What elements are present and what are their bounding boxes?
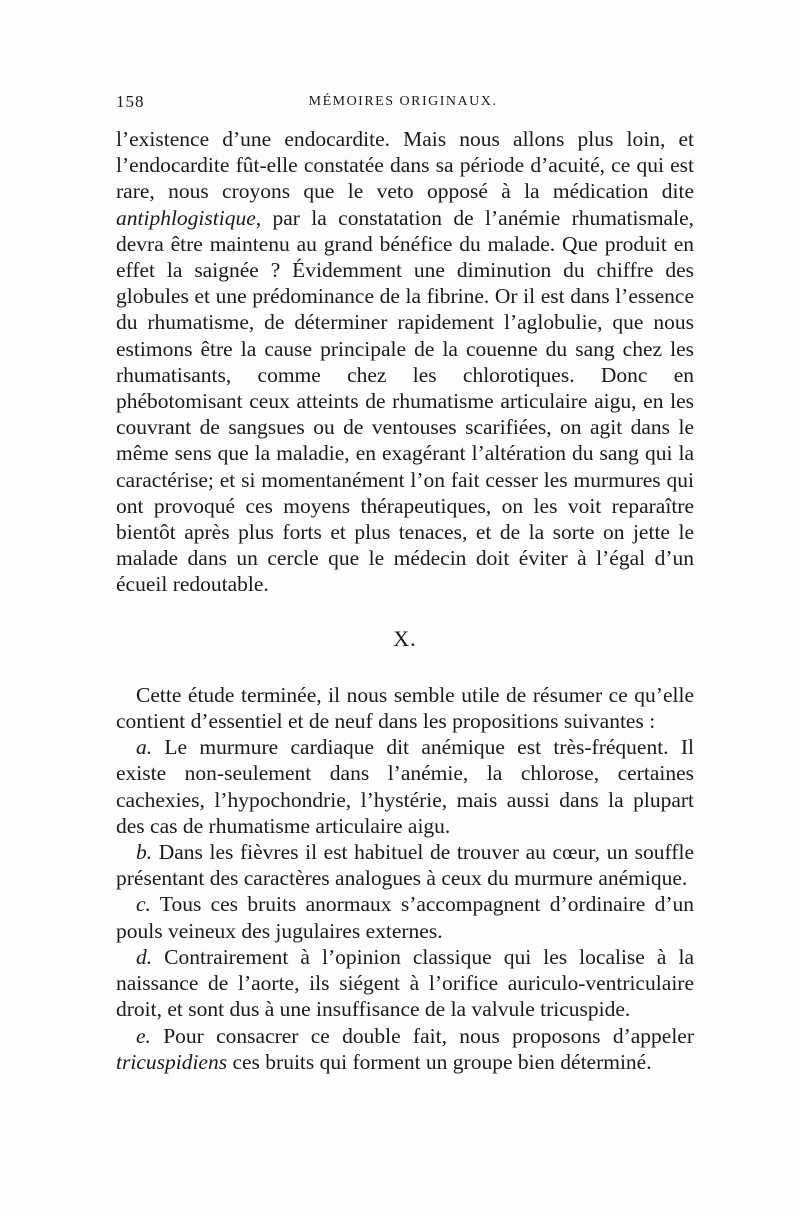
proposition-text: Tous ces bruits anormaux s’accompagnent d’ordinaire d’un pouls veineux des jugulaires externes. <box>116 892 694 943</box>
proposition-text: Dans les fièvres il est habituel de trouver au cœur, un souffle présentant des caractères analogues à ceux du murmure anémique. <box>116 840 694 891</box>
intro-paragraph: Cette étude terminée, il nous semble utile de résumer ce qu’elle contient d’essentiel et de neuf dans les propositions suivantes : <box>116 682 694 734</box>
proposition-letter: c. <box>136 892 151 917</box>
running-head <box>116 92 690 116</box>
proposition-c <box>116 891 694 943</box>
proposition-a <box>116 734 694 839</box>
proposition-d <box>116 944 694 1023</box>
proposition-letter: a. <box>136 735 153 760</box>
proposition-text: Contrairement à l’opinion classique qui les localise à la naissance de l’aorte, ils siégent à l’orifice auriculo-ventriculaire droit, et sont dus à une insuffisance de la valvule tricuspide. <box>116 944 694 1022</box>
proposition-e <box>116 1023 694 1075</box>
proposition-letter: e. <box>136 1023 151 1048</box>
proposition-text: Le murmure cardiaque dit anémique est très-fréquent. Il existe non-seulement dans l’anémie, la chlorose, certaines cachexies, l’hypochondrie, l’hystérie, mais aussi dans la plupart des cas de rhumatisme articulaire aigu. <box>116 735 694 838</box>
section-heading: X. <box>393 625 417 651</box>
opening-paragraph <box>116 126 694 598</box>
proposition-text-after: ces bruits qui forment un groupe bien déterminé. <box>227 1049 652 1074</box>
text-block <box>116 126 694 1075</box>
proposition-italic-term: tricuspidiens <box>116 1049 228 1074</box>
page-number: 158 <box>116 92 145 111</box>
journal-title: MÉMOIRES ORIGINAUX. <box>308 94 498 109</box>
proposition-letter: d. <box>136 944 153 969</box>
opening-paragraph-part2: , par la constatation de l’anémie rhumatismale, devra être maintenu au grand bénéfice du malade. Que produit en effet la saignée ? Évidemment une diminution du chiffre des globules et une prédominance de la fibrine. Or il est dans l’essence du rhumatisme, de déterminer rapidement l’aglobulie, que nous estimons être la cause principale de la couenne du sang chez les rhumatisants, comme chez les chlorotiques. Donc en phébotomisant ceux atteints de rhumatisme articulaire aigu, en les couvrant de sangsues ou de ventouses scarifiées, on agit dans le même sens que la maladie, en exagérant l’altération du sang qui la caractérise; et si momentanément l’on fait cesser les murmures qui ont provoqué ces moyens thérapeutiques, on les voit reparaître bientôt après plus forts et plus tenaces, et de la sorte on jette le malade dans un cercle que le médecin doit éviter à l’égal d’un écueil redoutable. <box>116 205 694 597</box>
opening-paragraph-italic-term: antiphlogistique <box>116 205 256 230</box>
opening-paragraph-part1: l’existence d’une endocardite. Mais nous allons plus loin, et l’endocardite fût-elle constatée dans sa période d’acuité, ce qui est rare, nous croyons que le veto opposé à la médication dite <box>116 127 694 204</box>
proposition-b <box>116 839 694 891</box>
proposition-letter: b. <box>136 840 153 865</box>
proposition-text: Pour consacrer ce double fait, nous proposons d’appeler <box>150 1023 694 1048</box>
